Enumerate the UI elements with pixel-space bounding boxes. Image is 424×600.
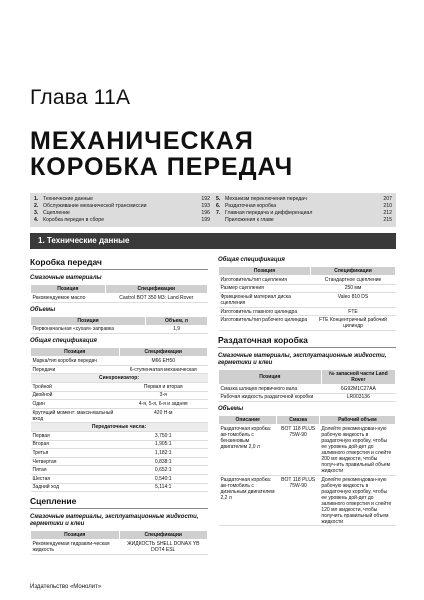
column-header: Спецификации	[311, 267, 396, 276]
table-row: Фрикционный материал диска сцепления Valeo 810 DS	[219, 293, 396, 308]
left-column	[30, 257, 208, 555]
toc-left-column	[34, 196, 210, 224]
chapter-title	[30, 128, 293, 180]
table-row: Тройной Первая и вторая	[31, 382, 208, 391]
table-row: Рекомендуемое масло Castrol BOT 350 M3: Land Rover	[31, 294, 208, 303]
chapter-label: Глава 11А	[30, 86, 131, 109]
column-header: Описание	[219, 416, 277, 425]
clutch-lub-heading: Смазочные материалы, эксплуатационные жидкости, герметики и клеи	[30, 514, 199, 528]
column-header: № запасной части Land Rover	[321, 369, 395, 384]
column-header: Позиция	[31, 531, 120, 540]
table-row: Изготовитель главного цилиндра FTE	[219, 307, 396, 316]
table-row: Раздаточная коробка: ав-томобиль с бензиновым двигателем 2,0 л BOT 118 PLUS 75W-90 Долейте рекомендован-ную рабочую жидкость в раздаточную коробку, чтобы ее уровень дой-дет до заливного отверстия и слейте 200 мл жидкости, чтобы получ-ить правильный объем жидкости	[219, 425, 396, 476]
clutch-lub-table	[30, 530, 208, 555]
table-row: Первая 3,750:1	[31, 431, 208, 440]
toc-item[interactable]: 1. Технические данные 192	[34, 196, 210, 202]
table-row: Первоначальная «сухая» заправка 1,9	[31, 325, 208, 334]
column-header: Спецификации	[119, 531, 208, 540]
column-header: Позиция	[219, 267, 311, 276]
table-row: Вторая 1,905:1	[31, 440, 208, 449]
column-header: Позиция	[31, 285, 106, 294]
toc-item[interactable]: 3. Сцепление 196	[34, 210, 210, 216]
transfer-heading: Раздаточная коробка	[218, 335, 396, 348]
table-row: Раздаточная коробка: ав-томобиль с дизельным двигателем 2,2 л BOT 118 PLUS 75W-90 Долейте рекомендован-ную рабочую жидкость в раздаточную коробку, чтобы ее уровень дой-дет до заливного отверстия и слейте 120 мл жидкости, чтобы получить правильный объем жидкости	[219, 475, 396, 526]
gearbox-heading: Коробка передач	[30, 257, 208, 270]
title-line-2: КОРОБКА ПЕРЕДАЧ	[30, 153, 294, 181]
table-row: Смазка шлицев первичного вала 6G92M1C27AA	[219, 384, 396, 393]
toc-right-column	[216, 196, 392, 224]
toc-item[interactable]: 4. Коробка передач в сборе 199	[34, 217, 210, 223]
table-row: Изготовитель/тип рабочего цилиндра FTE Концентричный рабочий цилиндр	[219, 316, 396, 331]
transfer-lub-table	[218, 369, 396, 402]
ratio-subheader: Передаточные числа:	[31, 423, 208, 432]
clutch-heading: Сцепление	[30, 496, 208, 509]
publisher-footer: Издательство «Монолит»	[30, 584, 102, 590]
toc-item[interactable]: Приложения к главе 215	[225, 217, 392, 223]
table-row: Рабочая жидкость раздаточной коробки LR003136	[219, 393, 396, 402]
toc-item[interactable]: 2. Обслуживание механической трансмиссии 193	[34, 203, 210, 209]
column-header: Объем, л	[146, 316, 208, 325]
table-row: Шестая 0,540:1	[31, 474, 208, 483]
table-row: Размер сцепления 250 мм	[219, 284, 396, 293]
column-header: Позиция	[31, 316, 146, 325]
transfer-vol-table	[218, 415, 396, 526]
table-row: Изготовитель/тип сцепления Стандартное сцепление	[219, 276, 396, 285]
gearbox-lub-heading: Смазочные материалы	[30, 275, 102, 281]
gearbox-vol-heading: Объемы	[30, 306, 56, 313]
column-header: Позиция	[31, 348, 120, 357]
column-header: Спецификации	[105, 285, 207, 294]
table-row: Передачи 6-ступенчатая механическая	[31, 365, 208, 374]
gearbox-spec-table	[30, 347, 208, 492]
toc-item[interactable]: 6. Раздаточная коробка 210	[216, 203, 392, 209]
table-row: Задний ход 5,114:1	[31, 483, 208, 492]
clutch-spec-heading: Общая спецификация	[218, 257, 285, 263]
column-header: Спецификации	[119, 348, 208, 357]
column-header: Позиция	[219, 369, 322, 384]
title-line-1: МЕХАНИЧЕСКАЯ	[30, 127, 254, 155]
column-header: Рабочий объем	[319, 416, 395, 425]
toc-item[interactable]: 5. Механизм переключения передач 207	[216, 196, 392, 202]
gearbox-lub-table	[30, 284, 208, 303]
table-row: Рекомендуемая гидравли-ческая жидкость ЖИДКОСТЬ SHELL DONAX YB DOT4 ESL	[31, 540, 208, 555]
toc-item[interactable]: 7. Главная передача и дифференциал 212	[216, 210, 392, 216]
table-of-contents	[30, 193, 396, 227]
table-row: Один 4-я, 5-я, 6-я и задняя	[31, 400, 208, 409]
table-row: Четвертая 0,838:1	[31, 457, 208, 466]
transfer-vol-heading: Объемы	[218, 406, 244, 413]
table-row: Марка/тип коробки передач M66 EH50	[31, 357, 208, 366]
gearbox-vol-table	[30, 316, 208, 335]
transfer-lub-heading: Смазочные материалы, эксплуатационные жидкости, герметики и клеи	[218, 352, 387, 366]
clutch-spec-table	[218, 266, 396, 331]
table-row: Двойной 3-я	[31, 391, 208, 400]
table-row: Крутящий момент: макси-мальный вход 420 Н·м	[31, 408, 208, 423]
table-row: Пятая 0,652:1	[31, 466, 208, 475]
section-header: 1. Технические данные	[30, 233, 396, 249]
table-row: Третья 1,182:1	[31, 449, 208, 458]
sync-subheader: Синхронизатор:	[31, 374, 208, 383]
column-header: Смазка	[277, 416, 319, 425]
gearbox-spec-heading: Общая спецификация	[30, 338, 97, 345]
right-column	[218, 257, 396, 526]
